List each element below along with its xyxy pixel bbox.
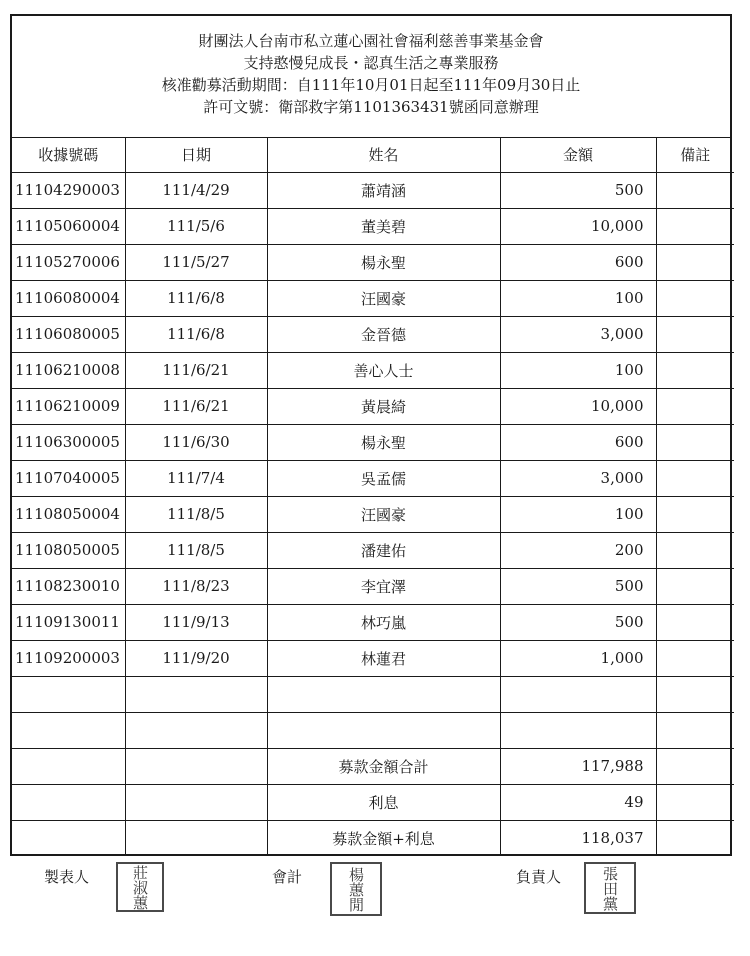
donation-table [12,138,734,856]
summary-value: 49 [500,784,656,820]
campaign-period: 核准勸募活動期間：自111年10月01日起至111年09月30日止 [161,76,581,94]
table-row [12,172,734,208]
summary-label: 募款金額+利息 [267,820,500,856]
cell-note [656,640,734,676]
summary-empty-cell [125,820,267,856]
cell-amount: 3,000 [500,316,656,352]
manager-label: 負責人 [516,868,562,886]
cell-donor-name: 楊永聖 [267,244,500,280]
cell-amount: 100 [500,352,656,388]
cell-donor-name: 善心人士 [267,352,500,388]
cell-amount: 600 [500,424,656,460]
cell-amount: 500 [500,568,656,604]
cell-amount: 3,000 [500,460,656,496]
cell-donor-name: 蕭靖涵 [267,172,500,208]
cell-date: 111/6/21 [125,388,267,424]
cell-note [656,712,734,748]
accountant-label: 會計 [272,868,303,886]
cell-amount: 500 [500,604,656,640]
cell-note [656,244,734,280]
cell-amount: 100 [500,496,656,532]
table-row [12,532,734,568]
col-header-amount: 金額 [500,138,656,172]
cell-date [125,712,267,748]
table-row [12,352,734,388]
cell-note [656,172,734,208]
cell-date: 111/6/8 [125,280,267,316]
cell-receipt-number: 11106080005 [12,316,125,352]
cell-amount: 200 [500,532,656,568]
signature-footer [0,862,750,922]
cell-donor-name: 汪國豪 [267,280,500,316]
cell-donor-name: 楊永聖 [267,424,500,460]
summary-empty-cell [12,784,125,820]
cell-date: 111/9/13 [125,604,267,640]
cell-donor-name [267,712,500,748]
cell-donor-name: 金晉德 [267,316,500,352]
cell-receipt-number [12,676,125,712]
cell-receipt-number: 11108050004 [12,496,125,532]
summary-empty-cell [125,784,267,820]
cell-amount [500,676,656,712]
table-row [12,316,734,352]
cell-receipt-number: 11105060004 [12,208,125,244]
table-row [12,676,734,712]
cell-note [656,568,734,604]
cell-amount: 100 [500,280,656,316]
cell-amount: 1,000 [500,640,656,676]
summary-empty-cell [12,748,125,784]
table-header-row [12,138,734,172]
summary-value: 118,037 [500,820,656,856]
cell-date: 111/5/6 [125,208,267,244]
cell-note [656,460,734,496]
table-row [12,424,734,460]
cell-note [656,424,734,460]
table-row [12,568,734,604]
cell-note [656,352,734,388]
org-slogan: 支持憨慢兒成長・認真生活之專業服務 [243,54,499,72]
cell-receipt-number: 11104290003 [12,172,125,208]
donation-report [10,14,732,856]
summary-row [12,748,734,784]
summary-note-cell [656,784,734,820]
cell-donor-name: 潘建佑 [267,532,500,568]
cell-date: 111/6/8 [125,316,267,352]
col-header-name: 姓名 [267,138,500,172]
cell-date: 111/9/20 [125,640,267,676]
cell-amount [500,712,656,748]
cell-note [656,280,734,316]
preparer-label: 製表人 [44,868,90,886]
cell-amount: 600 [500,244,656,280]
cell-receipt-number: 11106210008 [12,352,125,388]
cell-amount: 10,000 [500,208,656,244]
cell-note [656,676,734,712]
table-row [12,496,734,532]
cell-receipt-number [12,712,125,748]
table-row [12,712,734,748]
summary-row [12,784,734,820]
table-row [12,388,734,424]
report-header [12,16,730,138]
table-row [12,604,734,640]
cell-receipt-number: 11106210009 [12,388,125,424]
cell-receipt-number: 11107040005 [12,460,125,496]
cell-date: 111/8/5 [125,496,267,532]
col-header-receipt: 收據號碼 [12,138,125,172]
cell-amount: 10,000 [500,388,656,424]
cell-date: 111/7/4 [125,460,267,496]
cell-date: 111/6/30 [125,424,267,460]
cell-date: 111/8/5 [125,532,267,568]
summary-note-cell [656,748,734,784]
org-name: 財團法人台南市私立蓮心園社會福利慈善事業基金會 [198,32,544,50]
cell-date: 111/6/21 [125,352,267,388]
cell-date: 111/8/23 [125,568,267,604]
cell-receipt-number: 11108050005 [12,532,125,568]
cell-date: 111/4/29 [125,172,267,208]
cell-donor-name: 李宜澤 [267,568,500,604]
summary-empty-cell [12,820,125,856]
cell-donor-name: 林蓮君 [267,640,500,676]
cell-note [656,532,734,568]
cell-donor-name: 黃晨綺 [267,388,500,424]
cell-date: 111/5/27 [125,244,267,280]
table-row [12,460,734,496]
cell-receipt-number: 11108230010 [12,568,125,604]
cell-note [656,496,734,532]
cell-note [656,604,734,640]
cell-receipt-number: 11106300005 [12,424,125,460]
table-row [12,208,734,244]
cell-donor-name [267,676,500,712]
cell-note [656,388,734,424]
cell-note [656,208,734,244]
accountant-seal: 楊蕙閒 [330,862,382,916]
cell-note [656,316,734,352]
summary-row [12,820,734,856]
col-header-note: 備註 [656,138,734,172]
col-header-date: 日期 [125,138,267,172]
table-row [12,244,734,280]
cell-donor-name: 董美碧 [267,208,500,244]
cell-date [125,676,267,712]
cell-donor-name: 林巧嵐 [267,604,500,640]
cell-donor-name: 汪國豪 [267,496,500,532]
summary-value: 117,988 [500,748,656,784]
cell-receipt-number: 11109130011 [12,604,125,640]
summary-label: 募款金額合計 [267,748,500,784]
cell-receipt-number: 11109200003 [12,640,125,676]
summary-label: 利息 [267,784,500,820]
manager-seal: 張田黨 [584,862,636,914]
table-row [12,640,734,676]
summary-note-cell [656,820,734,856]
cell-donor-name: 吳孟儒 [267,460,500,496]
cell-amount: 500 [500,172,656,208]
preparer-seal: 莊淑蕙 [116,862,164,912]
permit-number: 許可文號：衛部救字第1101363431號函同意辦理 [203,98,539,116]
summary-empty-cell [125,748,267,784]
table-row [12,280,734,316]
cell-receipt-number: 11105270006 [12,244,125,280]
cell-receipt-number: 11106080004 [12,280,125,316]
